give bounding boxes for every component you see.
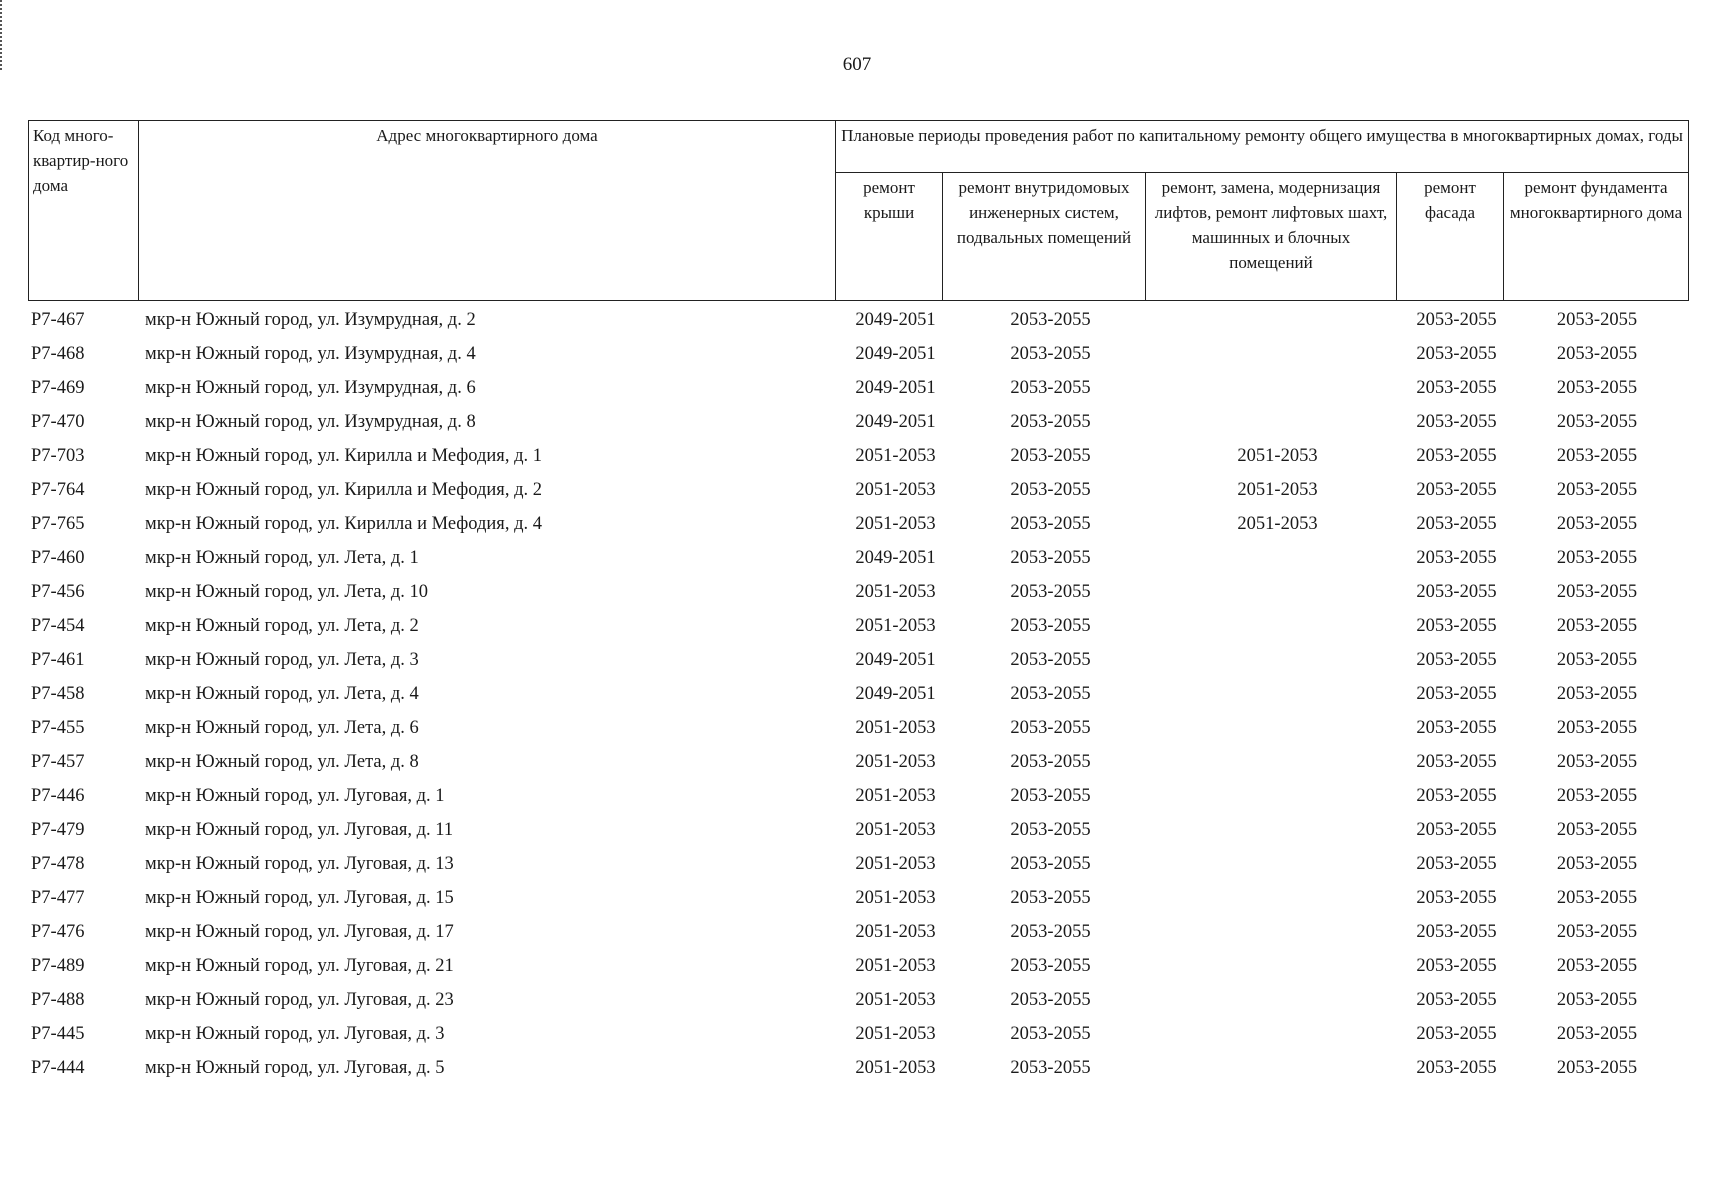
row-roof: 2051-2053 [855, 820, 936, 840]
row-roof: 2051-2053 [855, 1024, 936, 1044]
row-foundation: 2053-2055 [1556, 378, 1638, 398]
row-engineering: 2053-2055 [1010, 990, 1091, 1010]
row-foundation: 2053-2055 [1556, 446, 1638, 466]
row-lifts [1152, 748, 1403, 782]
row-engineering: 2053-2055 [1010, 310, 1091, 330]
row-engineering: 2053-2055 [1010, 956, 1091, 976]
row-facade: 2053-2055 [1416, 650, 1497, 670]
row-foundation: 2053-2055 [1556, 310, 1638, 330]
row-facade: 2053-2055 [1416, 1024, 1497, 1044]
row-roof: 2051-2053 [855, 616, 936, 636]
table-row [28, 374, 1688, 408]
table-row [28, 816, 1688, 850]
row-code: Р7-455 [31, 718, 85, 738]
row-address: мкр-н Южный город, ул. Луговая, д. 17 [145, 922, 454, 942]
row-roof: 2051-2053 [855, 446, 936, 466]
row-facade: 2053-2055 [1416, 990, 1497, 1010]
row-lifts [1152, 714, 1403, 748]
row-code: Р7-469 [31, 378, 85, 398]
row-code: Р7-456 [31, 582, 85, 602]
table-row [28, 918, 1688, 952]
row-address: мкр-н Южный город, ул. Кирилла и Мефодия, д. 1 [145, 446, 542, 466]
row-address: мкр-н Южный город, ул. Изумрудная, д. 6 [145, 378, 476, 398]
table-row [28, 748, 1688, 782]
row-lifts [1152, 306, 1403, 340]
row-engineering: 2053-2055 [1010, 888, 1091, 908]
table-row [28, 578, 1688, 612]
table-body [28, 306, 1688, 1088]
row-code: Р7-703 [31, 446, 85, 466]
row-foundation: 2053-2055 [1556, 922, 1638, 942]
row-foundation: 2053-2055 [1556, 888, 1638, 908]
row-address: мкр-н Южный город, ул. Луговая, д. 11 [145, 820, 454, 840]
table-row [28, 306, 1688, 340]
row-code: Р7-488 [31, 990, 85, 1010]
row-facade: 2053-2055 [1416, 718, 1497, 738]
row-engineering: 2053-2055 [1010, 854, 1091, 874]
row-lifts [1152, 680, 1403, 714]
table-row [28, 1020, 1688, 1054]
row-address: мкр-н Южный город, ул. Луговая, д. 3 [145, 1024, 445, 1044]
row-roof: 2051-2053 [855, 718, 936, 738]
header-address: Адрес многоквартирного дома [139, 121, 836, 301]
row-facade: 2053-2055 [1416, 446, 1497, 466]
row-foundation: 2053-2055 [1556, 480, 1638, 500]
row-code: Р7-457 [31, 752, 85, 772]
row-roof: 2051-2053 [855, 956, 936, 976]
table-row [28, 680, 1688, 714]
row-engineering: 2053-2055 [1010, 922, 1091, 942]
row-roof: 2051-2053 [855, 514, 936, 534]
row-address: мкр-н Южный город, ул. Лета, д. 8 [145, 752, 419, 772]
row-facade: 2053-2055 [1416, 922, 1497, 942]
row-code: Р7-478 [31, 854, 85, 874]
row-code: Р7-764 [31, 480, 85, 500]
header-code: Код много-квартир-ного дома [29, 121, 139, 301]
row-lifts: 2051-2053 [1237, 514, 1318, 534]
table-row [28, 884, 1688, 918]
row-facade: 2053-2055 [1416, 480, 1497, 500]
row-roof: 2051-2053 [855, 752, 936, 772]
table-row [28, 1054, 1688, 1088]
row-foundation: 2053-2055 [1556, 718, 1638, 738]
table-row [28, 510, 1688, 544]
table-row [28, 442, 1688, 476]
row-roof: 2051-2053 [855, 786, 936, 806]
row-lifts: 2051-2053 [1237, 480, 1318, 500]
table-row [28, 646, 1688, 680]
row-address: мкр-н Южный город, ул. Луговая, д. 13 [145, 854, 454, 874]
row-facade: 2053-2055 [1416, 854, 1497, 874]
table-row [28, 952, 1688, 986]
row-code: Р7-458 [31, 684, 85, 704]
row-roof: 2049-2051 [855, 684, 936, 704]
row-facade: 2053-2055 [1416, 684, 1497, 704]
row-roof: 2051-2053 [855, 888, 936, 908]
row-facade: 2053-2055 [1416, 888, 1497, 908]
table-row [28, 612, 1688, 646]
row-foundation: 2053-2055 [1556, 514, 1638, 534]
row-address: мкр-н Южный город, ул. Луговая, д. 1 [145, 786, 445, 806]
row-facade: 2053-2055 [1416, 786, 1497, 806]
row-code: Р7-445 [31, 1024, 85, 1044]
row-foundation: 2053-2055 [1556, 616, 1638, 636]
row-facade: 2053-2055 [1416, 344, 1497, 364]
row-engineering: 2053-2055 [1010, 514, 1091, 534]
row-engineering: 2053-2055 [1010, 650, 1091, 670]
header-foundation: ремонт фундамента многоквартирного дома [1504, 173, 1689, 301]
row-address: мкр-н Южный город, ул. Луговая, д. 23 [145, 990, 454, 1010]
row-roof: 2051-2053 [855, 1058, 936, 1078]
row-facade: 2053-2055 [1416, 514, 1497, 534]
row-foundation: 2053-2055 [1556, 1024, 1638, 1044]
row-lifts [1152, 612, 1403, 646]
header-facade: ремонт фасада [1397, 173, 1504, 301]
table-row [28, 850, 1688, 884]
header-lifts: ремонт, замена, модернизация лифтов, ремонт лифтовых шахт, машинных и блочных помещений [1146, 173, 1397, 301]
table-row [28, 986, 1688, 1020]
row-foundation: 2053-2055 [1556, 582, 1638, 602]
header-roof: ремонт крыши [836, 173, 943, 301]
row-engineering: 2053-2055 [1010, 1058, 1091, 1078]
row-lifts [1152, 782, 1403, 816]
row-lifts [1152, 1020, 1403, 1054]
row-foundation: 2053-2055 [1556, 548, 1638, 568]
row-lifts [1152, 952, 1403, 986]
row-engineering: 2053-2055 [1010, 378, 1091, 398]
row-address: мкр-н Южный город, ул. Кирилла и Мефодия, д. 4 [145, 514, 542, 534]
row-lifts [1152, 918, 1403, 952]
row-code: Р7-765 [31, 514, 85, 534]
row-code: Р7-454 [31, 616, 85, 636]
row-facade: 2053-2055 [1416, 412, 1497, 432]
row-engineering: 2053-2055 [1010, 616, 1091, 636]
row-address: мкр-н Южный город, ул. Кирилла и Мефодия, д. 2 [145, 480, 542, 500]
row-foundation: 2053-2055 [1556, 650, 1638, 670]
table-row [28, 408, 1688, 442]
row-facade: 2053-2055 [1416, 616, 1497, 636]
row-lifts [1152, 578, 1403, 612]
row-facade: 2053-2055 [1416, 582, 1497, 602]
row-roof: 2049-2051 [855, 344, 936, 364]
table-row [28, 782, 1688, 816]
row-code: Р7-460 [31, 548, 85, 568]
table-row [28, 544, 1688, 578]
row-address: мкр-н Южный город, ул. Лета, д. 6 [145, 718, 419, 738]
row-lifts [1152, 986, 1403, 1020]
row-roof: 2051-2053 [855, 854, 936, 874]
row-foundation: 2053-2055 [1556, 1058, 1638, 1078]
row-lifts [1152, 1054, 1403, 1088]
row-foundation: 2053-2055 [1556, 752, 1638, 772]
row-code: Р7-444 [31, 1058, 85, 1078]
row-address: мкр-н Южный город, ул. Изумрудная, д. 4 [145, 344, 476, 364]
row-engineering: 2053-2055 [1010, 412, 1091, 432]
row-roof: 2049-2051 [855, 548, 936, 568]
row-address: мкр-н Южный город, ул. Луговая, д. 15 [145, 888, 454, 908]
row-address: мкр-н Южный город, ул. Луговая, д. 21 [145, 956, 454, 976]
row-foundation: 2053-2055 [1556, 412, 1638, 432]
row-roof: 2051-2053 [855, 990, 936, 1010]
row-address: мкр-н Южный город, ул. Лета, д. 1 [145, 548, 419, 568]
row-code: Р7-461 [31, 650, 85, 670]
row-lifts [1152, 850, 1403, 884]
row-foundation: 2053-2055 [1556, 956, 1638, 976]
row-facade: 2053-2055 [1416, 548, 1497, 568]
row-code: Р7-468 [31, 344, 85, 364]
row-lifts [1152, 816, 1403, 850]
page-number: 607 [842, 54, 872, 75]
row-facade: 2053-2055 [1416, 820, 1497, 840]
row-foundation: 2053-2055 [1556, 854, 1638, 874]
row-engineering: 2053-2055 [1010, 480, 1091, 500]
row-code: Р7-489 [31, 956, 85, 976]
row-engineering: 2053-2055 [1010, 820, 1091, 840]
row-foundation: 2053-2055 [1556, 786, 1638, 806]
row-foundation: 2053-2055 [1556, 344, 1638, 364]
row-code: Р7-479 [31, 820, 85, 840]
row-code: Р7-467 [31, 310, 85, 330]
row-engineering: 2053-2055 [1010, 684, 1091, 704]
row-facade: 2053-2055 [1416, 1058, 1497, 1078]
row-address: мкр-н Южный город, ул. Лета, д. 3 [145, 650, 419, 670]
row-roof: 2051-2053 [855, 480, 936, 500]
row-address: мкр-н Южный город, ул. Изумрудная, д. 2 [145, 310, 476, 330]
row-code: Р7-477 [31, 888, 85, 908]
row-engineering: 2053-2055 [1010, 752, 1091, 772]
row-engineering: 2053-2055 [1010, 786, 1091, 806]
row-lifts [1152, 374, 1403, 408]
row-address: мкр-н Южный город, ул. Лета, д. 10 [145, 582, 429, 602]
row-facade: 2053-2055 [1416, 378, 1497, 398]
row-lifts [1152, 646, 1403, 680]
row-roof: 2049-2051 [855, 310, 936, 330]
table-header [28, 120, 1689, 301]
row-roof: 2049-2051 [855, 650, 936, 670]
row-address: мкр-н Южный город, ул. Лета, д. 2 [145, 616, 419, 636]
row-roof: 2049-2051 [855, 378, 936, 398]
table-row [28, 476, 1688, 510]
row-foundation: 2053-2055 [1556, 820, 1638, 840]
header-engineering: ремонт внутридомовых инженерных систем, подвальных помещений [943, 173, 1146, 301]
row-engineering: 2053-2055 [1010, 1024, 1091, 1044]
row-facade: 2053-2055 [1416, 752, 1497, 772]
row-lifts [1152, 340, 1403, 374]
row-roof: 2051-2053 [855, 582, 936, 602]
row-address: мкр-н Южный город, ул. Луговая, д. 5 [145, 1058, 445, 1078]
row-roof: 2051-2053 [855, 922, 936, 942]
row-lifts [1152, 544, 1403, 578]
row-code: Р7-446 [31, 786, 85, 806]
row-engineering: 2053-2055 [1010, 548, 1091, 568]
row-lifts [1152, 884, 1403, 918]
row-address: мкр-н Южный город, ул. Лета, д. 4 [145, 684, 419, 704]
row-facade: 2053-2055 [1416, 956, 1497, 976]
row-facade: 2053-2055 [1416, 310, 1497, 330]
row-address: мкр-н Южный город, ул. Изумрудная, д. 8 [145, 412, 476, 432]
row-lifts [1152, 408, 1403, 442]
row-code: Р7-470 [31, 412, 85, 432]
row-engineering: 2053-2055 [1010, 446, 1091, 466]
table-row [28, 340, 1688, 374]
row-lifts: 2051-2053 [1237, 446, 1318, 466]
row-foundation: 2053-2055 [1556, 990, 1638, 1010]
row-foundation: 2053-2055 [1556, 684, 1638, 704]
row-engineering: 2053-2055 [1010, 582, 1091, 602]
header-periods: Плановые периоды проведения работ по капитальному ремонту общего имущества в многоквартирных домах, годы [836, 121, 1689, 173]
row-code: Р7-476 [31, 922, 85, 942]
table-row [28, 714, 1688, 748]
row-roof: 2049-2051 [855, 412, 936, 432]
row-engineering: 2053-2055 [1010, 718, 1091, 738]
row-engineering: 2053-2055 [1010, 344, 1091, 364]
